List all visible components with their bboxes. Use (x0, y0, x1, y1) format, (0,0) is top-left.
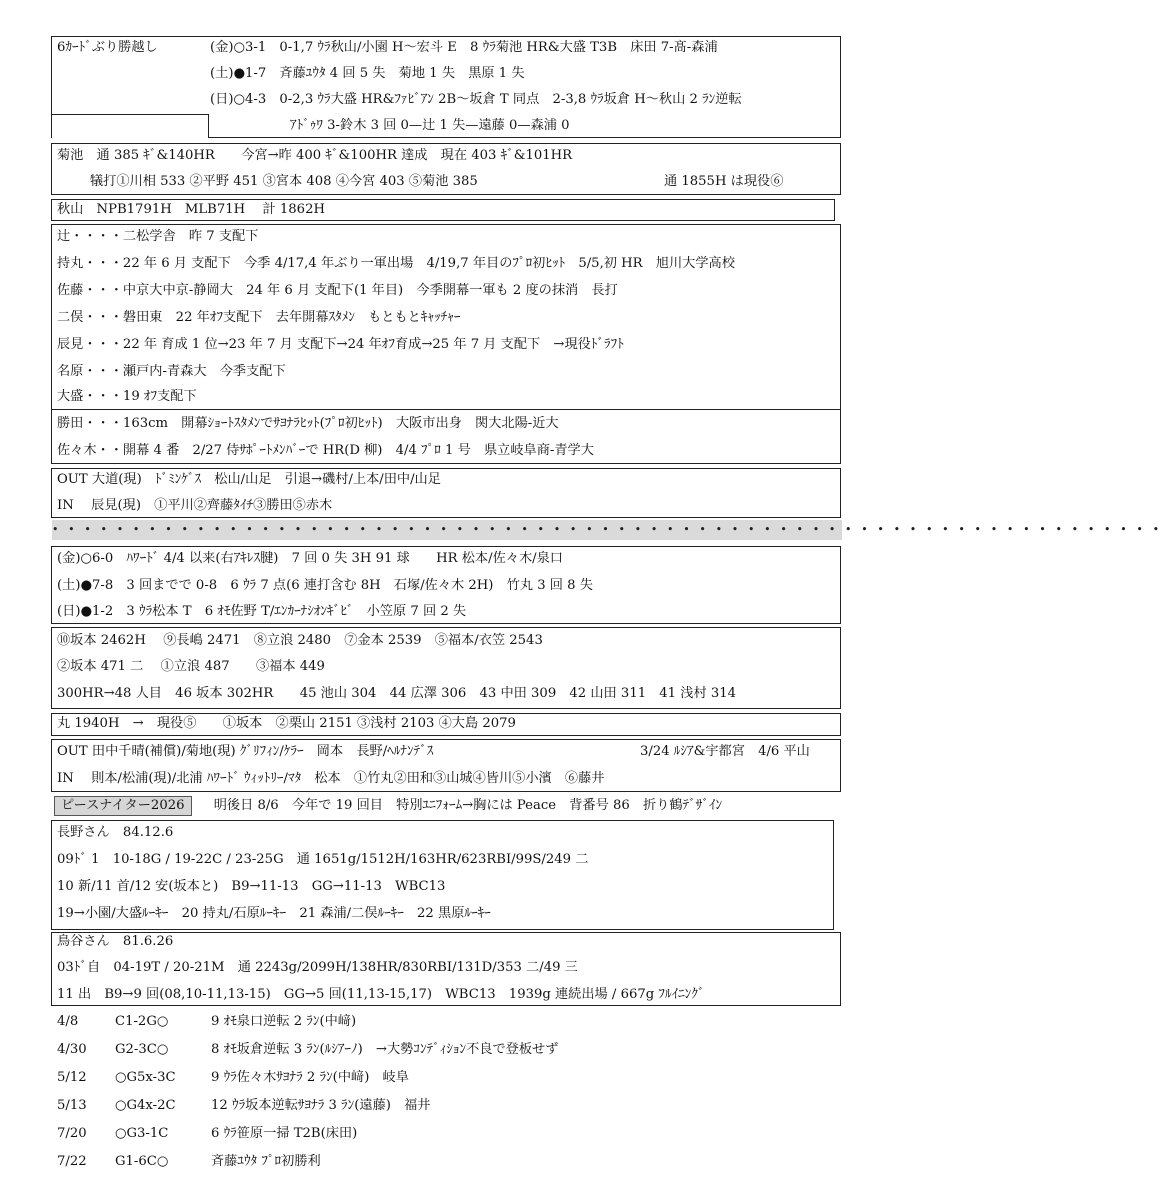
result-row (57, 1096, 430, 1116)
nagano-numbers: 19→小園/大盛ﾙｰｷｰ 20 持丸/石原ﾙｰｷｰ 21 森浦/二俣ﾙｰｷｰ 22 黒原ﾙｰｷｰ (57, 906, 491, 921)
result-score: G2-3C○ (115, 1042, 169, 1057)
player-row: 持丸・・・22 年 6 月 支配下 今季 4/17,4 年ぶり一軍出場 4/19,7 年目のﾌﾟﾛ初ﾋｯﾄ 5/5,初 HR 旭川大学高校 (57, 256, 735, 271)
hr-ranking: 300HR→48 人目 46 坂本 302HR 45 池山 304 44 広澤 306 43 中田 309 42 山田 311 41 浅村 314 (57, 686, 736, 701)
toritani-birth: 鳥谷さん 81.6.26 (57, 934, 174, 949)
peace-nighter-line (54, 796, 722, 816)
sunday-game: (日)●1-2 3 ｳﾗ松本 T 6 ｵﾓ佐野 T/ｴﾝｶｰﾅｼｵﾝｷﾞﾋﾞ 小笠原 7 回 2 失 (57, 604, 467, 619)
player-row: 大盛・・・19 ｵﾌ支配下 (57, 389, 197, 404)
toritani-career: 03ﾄﾞ自 04-19T / 20-21M 通 2243g/2099H/138HR/830RBI/131D/353 二/49 三 (57, 960, 578, 975)
in-line: IN 則本/松浦(現)/北浦 ﾊﾜｰﾄﾞ ｳｨｯﾄﾘｰ/ﾏﾀ 松本 ①竹丸②田和③山城④皆川⑤小濱 ⑥藤井 (57, 771, 605, 786)
nagano-career: 09ﾄﾞ 1 10-18G / 19-22C / 23-25G 通 1651g/1512H/163HR/623RBI/99S/249 二 (57, 852, 589, 867)
out-line: OUT 田中千晴(補償)/菊地(現) ｸﾞﾘﾌｨﾝ/ｹﾗｰ 岡本 長野/ﾍﾙﾅﾝﾃﾞｽ (57, 744, 434, 759)
maru-line: 丸 1940H → 現役⑤ ①坂本 ②栗山 2151 ③浅村 2103 ④大島 2079 (57, 716, 516, 731)
result-note: 12 ｳﾗ坂本逆転ｻﾖﾅﾗ 3 ﾗﾝ(遠藤) 福井 (211, 1098, 431, 1113)
result-row (57, 1152, 321, 1172)
saturday-game: (土)●7-8 3 回までで 0-8 6 ｳﾗ 7 点(6 連打含む 8H 石塚/佐々木 2H) 竹丸 3 回 8 失 (57, 578, 593, 593)
player-row: 佐々木・・開幕 4 番 2/27 侍ｻﾎﾟｰﾄﾒﾝﾊﾞｰで HR(D 柳) 4/4 ﾌﾟﾛ 1 号 県立岐阜商-青学大 (57, 443, 594, 458)
series-title: 6ｶｰﾄﾞぶり勝越し (57, 40, 158, 55)
peace-nighter-badge: ピースナイター2026 (54, 796, 192, 816)
result-date: 4/8 (57, 1014, 79, 1029)
result-date: 5/13 (57, 1098, 87, 1113)
hits-ranking: ⑩坂本 2462H ⑨長嶋 2471 ⑧立浪 2480 ⑦金本 2539 ⑤福本/衣笠 2543 (57, 633, 543, 648)
result-note: 9 ｵﾓ泉口逆転 2 ﾗﾝ(中﨑) (211, 1014, 357, 1029)
friday-game: (金)○6-0 ﾊﾜｰﾄﾞ 4/4 以来(右ｱｷﾚｽ腱) 7 回 0 失 3H 91 球 HR 松本/佐々木/泉口 (57, 551, 563, 566)
result-row (57, 1068, 409, 1088)
result-row (57, 1040, 558, 1060)
player-row: 辰見・・・22 年 育成 1 位→23 年 7 月 支配下→24 年ｵﾌ育成→25 年 7 月 支配下 →現役ﾄﾞﾗﾌﾄ (57, 337, 624, 352)
result-score: ○G4x-2C (115, 1098, 176, 1113)
result-note: 8 ｵﾓ坂倉逆転 3 ﾗﾝ(ﾙｼｱｰﾉ) →大勢ｺﾝﾃﾞｨｼｮﾝ不良で登板せず (211, 1042, 559, 1057)
player-row: 辻・・・・二松学舎 昨 7 支配下 (57, 229, 259, 244)
nagano-awards: 10 新/11 首/12 安(坂本と) B9→11-13 GG→11-13 WBC13 (57, 879, 446, 894)
result-score: C1-2G○ (115, 1014, 169, 1029)
dotted-separator: • • • • • • • • • • • • • • • • • • • • • • • • • • • • • • • • • • • • • • • • • • • • • • • • • • • • • • • • • • • • • • • • • • • • • (52, 520, 842, 540)
player-row: 勝田・・・163cm 開幕ｼｮｰﾄｽﾀﾒﾝでｻﾖﾅﾗﾋｯﾄ(ﾌﾟﾛ初ﾋｯﾄ) 大阪市出身 関大北陽-近大 (57, 416, 559, 431)
in-line: IN 辰見(現) ①平川②齊藤ﾀｲﾁ③勝田⑤赤木 (57, 498, 333, 513)
toritani-awards: 11 出 B9→9 回(08,10-11,13-15) GG→5 回(11,13-15,17) WBC13 1939g 連続出場 / 667g ﾌﾙｲﾆﾝｸﾞ (57, 987, 705, 1002)
player-row: 名原・・・瀬戸内-青森大 今季支配下 (57, 364, 286, 379)
result-score: ○G3-1C (115, 1126, 169, 1141)
result-score: ○G5x-3C (115, 1070, 176, 1085)
peace-nighter-text: 明後日 8/6 今年で 19 回目 特別ﾕﾆﾌｫｰﾑ→胸には Peace 背番号 86 折り鶴ﾃﾞｻﾞｲﾝ (213, 798, 723, 813)
result-row (57, 1012, 356, 1032)
friday-game: (金)○3-1 0-1,7 ｳﾗ秋山/小園 H～宏斗 E 8 ｳﾗ菊池 HR&大盛 T3B 床田 7-髙-森浦 (210, 40, 718, 55)
result-note: 斉藤ﾕｳﾀ ﾌﾟﾛ初勝利 (211, 1154, 321, 1169)
result-date: 7/22 (57, 1154, 87, 1169)
active-hits-note: 通 1855H は現役⑥ (664, 174, 784, 189)
doubles-ranking: ②坂本 471 二 ①立浪 487 ③福本 449 (57, 659, 325, 674)
out-dates: 3/24 ﾙｼｱ&宇都宮 4/6 平山 (640, 744, 810, 759)
result-date: 7/20 (57, 1126, 87, 1141)
player-row: 二俣・・・磐田東 22 年ｵﾌ支配下 去年開幕ｽﾀﾒﾝ もともとｷｬｯﾁｬｰ (57, 310, 461, 325)
result-note: 6 ｳﾗ笹原一掃 T2B(床田) (211, 1126, 358, 1141)
result-date: 5/12 (57, 1070, 87, 1085)
player-row: 佐藤・・・中京大中京-静岡大 24 年 6 月 支配下(1 年目) 今季開幕一軍も 2 度の抹消 長打 (57, 283, 618, 298)
players-divider (51, 409, 841, 410)
sunday-game: (日)○4-3 0-2,3 ｳﾗ大盛 HR&ﾌｧﾋﾞｱﾝ 2B～坂倉 T 同点 2-3,8 ｳﾗ坂倉 H～秋山 2 ﾗﾝ逆転 (210, 92, 742, 107)
nagano-birth: 長野さん 84.12.6 (57, 825, 174, 840)
out-line: OUT 大道(現) ﾄﾞﾐﾝｹﾞｽ 松山/山足 引退→磯村/上本/田中/山足 (57, 472, 441, 487)
series-summary-divider (51, 114, 209, 115)
sacrifice-ranking: 犠打①川相 533 ②平野 451 ③宮本 408 ④今宮 403 ⑤菊池 385 (90, 174, 478, 189)
result-note: 9 ｳﾗ佐々木ｻﾖﾅﾗ 2 ﾗﾝ(中﨑) 岐阜 (211, 1070, 409, 1085)
sunday-pitchers: ｱﾄﾞｩﾜ 3-鈴木 3 回 0—辻 1 失—遠藤 0—森浦 0 (290, 118, 570, 133)
result-date: 4/30 (57, 1042, 87, 1057)
akiyama-line: 秋山 NPB1791H MLB71H 計 1862H (57, 202, 325, 217)
kikuchi-line: 菊池 通 385 ｷﾞ&140HR 今宮→昨 400 ｷﾞ&100HR 達成 現在 403 ｷﾞ&101HR (57, 148, 573, 163)
result-row (57, 1124, 357, 1144)
saturday-game: (土)●1-7 斉藤ﾕｳﾀ 4 回 5 失 菊地 1 失 黒原 1 失 (210, 66, 525, 81)
result-score: G1-6C○ (115, 1154, 169, 1169)
